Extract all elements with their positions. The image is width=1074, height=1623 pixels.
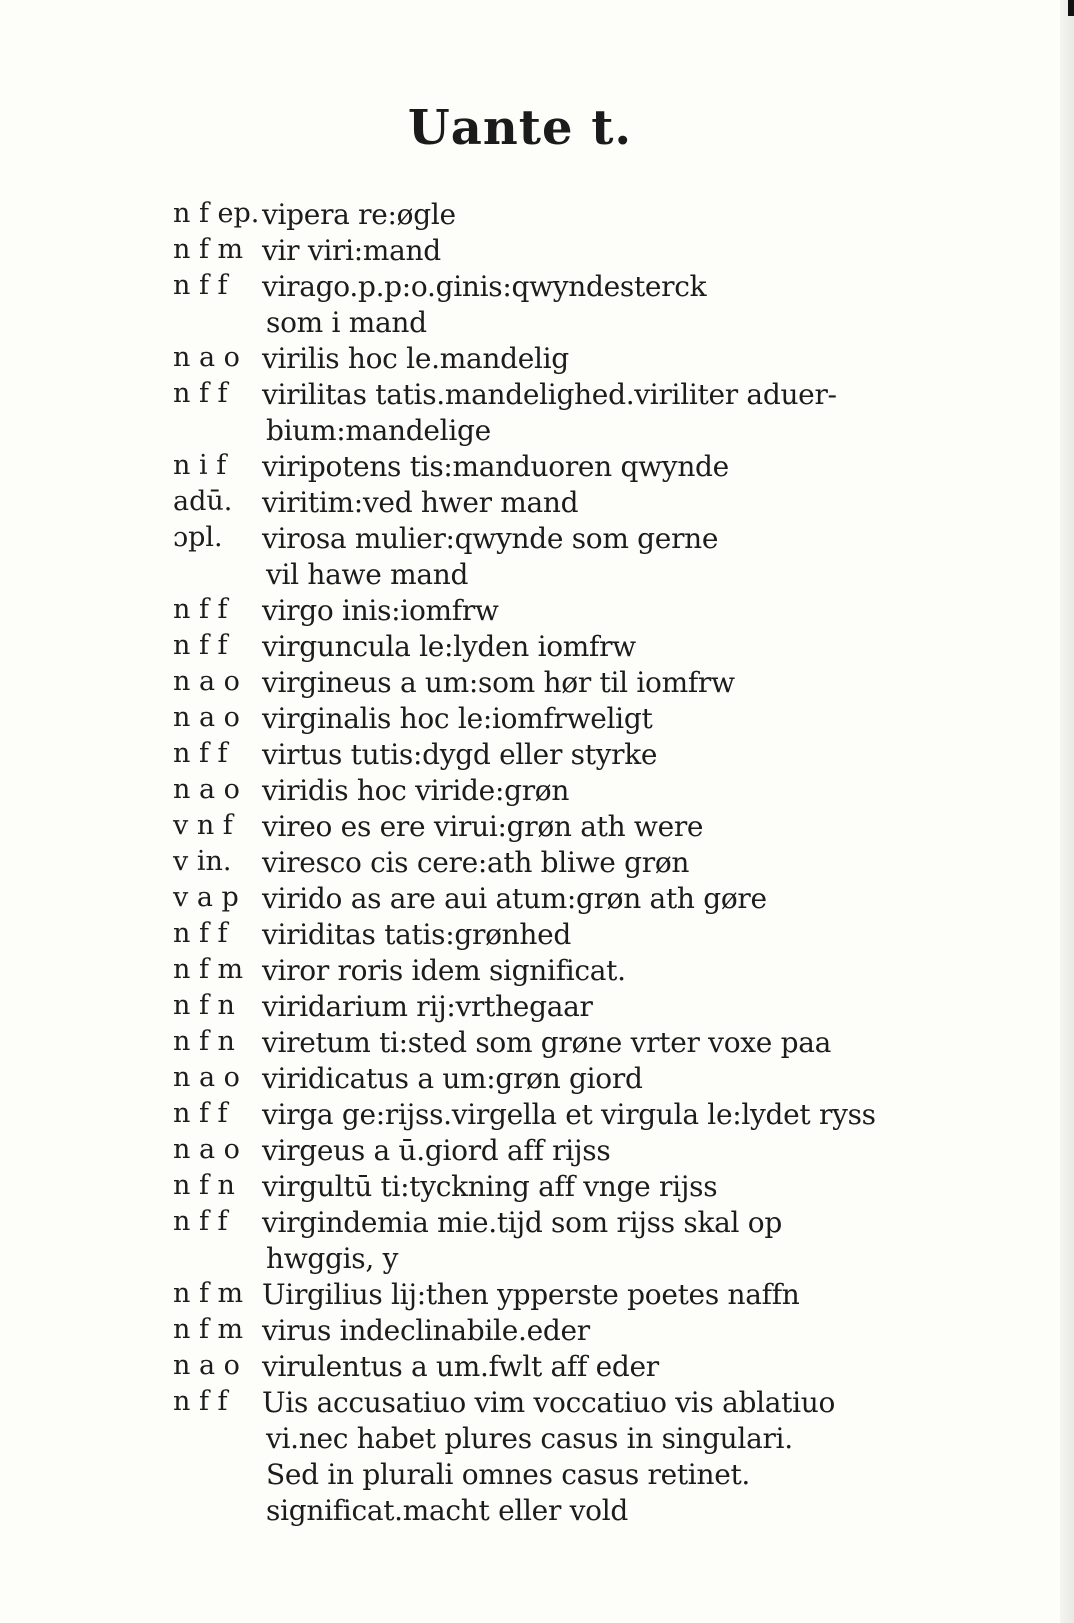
dictionary-entry [0,1384,1040,1420]
entry-continuation [0,1240,1040,1276]
entry-text: viridis hoc viride:grøn [262,774,570,807]
entry-grammar-code: n f f [173,1098,228,1129]
entry-text: virgineus a um:som hør til iomfrw [262,666,735,699]
entry-continuation-text: significat.macht eller vold [266,1494,628,1527]
entry-text: virilis hoc le.mandelig [262,342,569,375]
entry-grammar-code: n f f [173,594,228,625]
entry-text: virginalis hoc le:iomfrweligt [262,702,653,735]
entry-grammar-code: n a o [173,1350,240,1381]
entry-text: virulentus a um.fwlt aff eder [262,1350,659,1383]
dictionary-entry [0,376,1040,412]
entry-text: virgultū ti:tyckning aff vnge rijss [262,1170,718,1203]
entry-text: virga ge:rijss.virgella et virgula le:lydet ryss [262,1098,876,1131]
dictionary-entry [0,664,1040,700]
dictionary-entry [0,1204,1040,1240]
page-heading: Uante t. [407,100,633,156]
dictionary-entry [0,1276,1040,1312]
entry-continuation [0,412,1040,448]
entry-continuation-text: som i mand [266,306,427,339]
entry-grammar-code: n f f [173,918,228,949]
entry-continuation-text: hwggis, y [266,1242,399,1275]
entry-continuation-text: vil hawe mand [266,558,469,591]
entry-continuation-text: bium:mandelige [266,414,491,447]
dictionary-entry [0,808,1040,844]
entry-grammar-code: n f m [173,234,244,265]
entry-grammar-code: adū. [173,486,233,517]
entry-grammar-code: v a p [173,882,239,913]
entry-grammar-code: n f m [173,1278,244,1309]
entry-continuation [0,556,1040,592]
dictionary-entry [0,1132,1040,1168]
dictionary-entry [0,484,1040,520]
dictionary-entry [0,1168,1040,1204]
dictionary-entry [0,520,1040,556]
entry-continuation [0,304,1040,340]
entry-continuation [0,1456,1040,1492]
entry-grammar-code: n f m [173,1314,244,1345]
entry-continuation [0,1420,1040,1456]
entry-text: virido as are aui atum:grøn ath gøre [262,882,767,915]
entry-text: virosa mulier:qwynde som gerne [262,522,719,555]
entry-grammar-code: v n f [173,810,233,841]
entry-grammar-code: ɔpl. [173,522,223,553]
entry-text: viritim:ved hwer mand [262,486,579,519]
entry-text: vipera re:øgle [262,198,456,231]
entry-text: virguncula le:lyden iomfrw [262,630,636,663]
dictionary-entry [0,1024,1040,1060]
dictionary-entry [0,880,1040,916]
dictionary-entry [0,1060,1040,1096]
entry-grammar-code: n f ep. [173,198,260,229]
entry-text: viresco cis cere:ath bliwe grøn [262,846,690,879]
dictionary-entry [0,340,1040,376]
entry-grammar-code: n f f [173,738,228,769]
dictionary-entries [0,196,1040,1528]
entry-text: viriditas tatis:grønhed [262,918,571,951]
entry-grammar-code: n f n [173,1170,235,1201]
entry-text: virgo inis:iomfrw [262,594,499,627]
dictionary-entry [0,988,1040,1024]
dictionary-entry [0,736,1040,772]
entry-text: viridarium rij:vrthegaar [262,990,593,1023]
entry-grammar-code: n a o [173,1062,240,1093]
entry-text: virilitas tatis.mandelighed.viriliter aduer- [262,378,837,411]
entry-grammar-code: n a o [173,342,240,373]
entry-text: Uis accusatiuo vim voccatiuo vis ablatiuo [262,1386,836,1419]
entry-text: virtus tutis:dygd eller styrke [262,738,658,771]
entry-text: viror roris idem significat. [262,954,626,987]
entry-grammar-code: n f f [173,378,228,409]
entry-text: viretum ti:sted som grøne vrter voxe paa [262,1026,832,1059]
entry-grammar-code: n a o [173,666,240,697]
page-edge-shadow [1060,0,1074,1623]
entry-text: viripotens tis:manduoren qwynde [262,450,729,483]
entry-grammar-code: n a o [173,702,240,733]
entry-text: virgindemia mie.tijd som rijss skal op [262,1206,782,1239]
entry-text: viridicatus a um:grøn giord [262,1062,643,1095]
dictionary-entry [0,448,1040,484]
entry-continuation [0,1492,1040,1528]
entry-text: Uirgilius lij:then ypperste poetes naffn [262,1278,800,1311]
dictionary-entry [0,1096,1040,1132]
entry-grammar-code: n a o [173,1134,240,1165]
entry-grammar-code: n a o [173,774,240,805]
dictionary-entry [0,268,1040,304]
entry-continuation-text: vi.nec habet plures casus in singulari. [266,1422,793,1455]
dictionary-entry [0,592,1040,628]
dictionary-entry [0,952,1040,988]
dictionary-entry [0,916,1040,952]
entry-text: vir viri:mand [262,234,441,267]
dictionary-entry [0,844,1040,880]
entry-grammar-code: n i f [173,450,227,481]
entry-grammar-code: n f n [173,1026,235,1057]
dictionary-entry [0,1348,1040,1384]
dictionary-entry [0,1312,1040,1348]
entry-grammar-code: v in. [173,846,232,877]
entry-grammar-code: n f m [173,954,244,985]
dictionary-entry [0,700,1040,736]
entry-text: vireo es ere virui:grøn ath were [262,810,704,843]
entry-grammar-code: n f f [173,1386,228,1417]
dictionary-entry [0,772,1040,808]
entry-text: virgeus a ū.giord aff rijss [262,1134,611,1167]
entry-grammar-code: n f f [173,630,228,661]
entry-continuation-text: Sed in plurali omnes casus retinet. [266,1458,751,1491]
entry-text: virus indeclinabile.eder [262,1314,590,1347]
entry-grammar-code: n f n [173,990,235,1021]
entry-grammar-code: n f f [173,1206,228,1237]
entry-grammar-code: n f f [173,270,228,301]
corner-mark [1068,0,1074,16]
entry-text: virago.p.p:o.ginis:qwyndesterck [262,270,707,303]
dictionary-entry [0,232,1040,268]
dictionary-entry [0,628,1040,664]
dictionary-entry [0,196,1040,232]
